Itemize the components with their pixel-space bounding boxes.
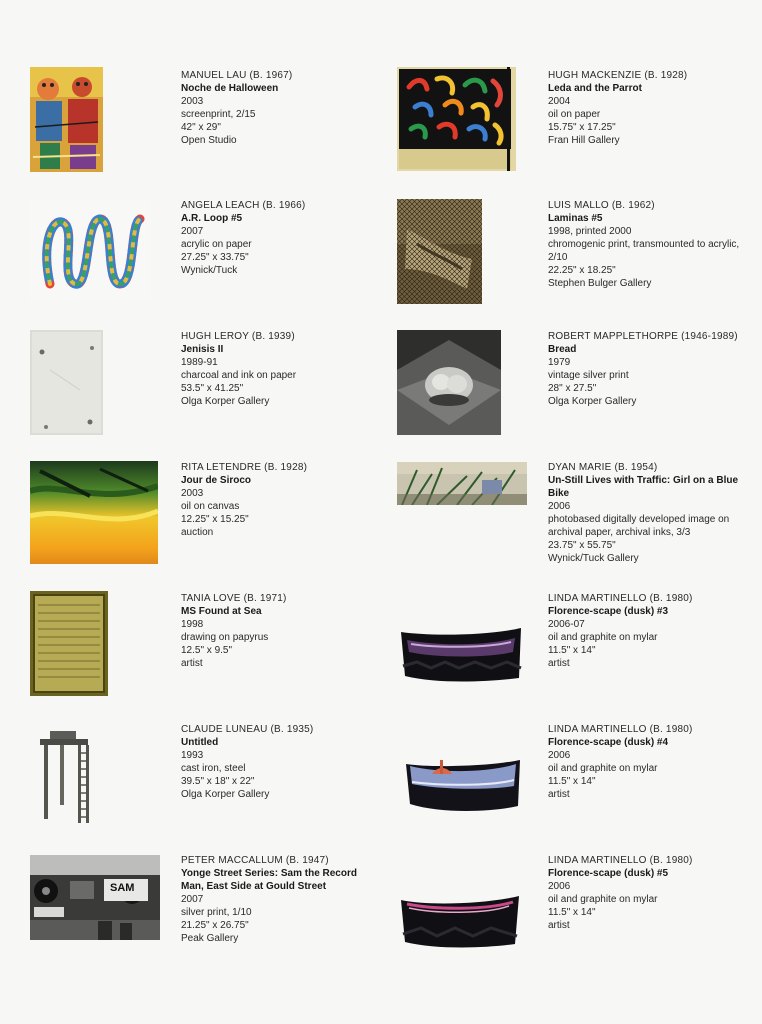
artwork-year: 2006 [548, 501, 571, 512]
artwork-title: Untitled [181, 737, 219, 748]
artwork-caption [548, 199, 748, 290]
artwork-source: Fran Hill Gallery [548, 135, 620, 146]
artist-name: RITA LETENDRE (B. 1928) [181, 462, 308, 473]
artwork-year: 2007 [181, 894, 204, 905]
artwork-medium: cast iron, steel [181, 763, 246, 774]
artwork-dimensions: 22.25" x 18.25" [548, 265, 616, 276]
artist-name: ANGELA LEACH (B. 1966) [181, 200, 306, 211]
artwork-medium: silver print, 1/10 [181, 907, 252, 918]
artist-name: CLAUDE LUNEAU (B. 1935) [181, 724, 314, 735]
artwork-title: Florence-scape (dusk) #3 [548, 606, 669, 617]
artwork-dimensions: 42" x 29" [181, 122, 221, 133]
artwork-dimensions: 11.5" x 14" [548, 907, 596, 918]
artwork-caption [181, 854, 371, 945]
record-store-photograph [30, 855, 160, 940]
artist-name: PETER MACCALLUM (B. 1947) [181, 855, 329, 866]
artwork-title: MS Found at Sea [181, 606, 262, 617]
artwork-year: 1989-91 [181, 357, 218, 368]
artwork-thumbnail [30, 461, 158, 564]
artist-name: HUGH MACKENZIE (B. 1928) [548, 70, 688, 81]
artwork-medium: acrylic on paper [181, 239, 252, 250]
artwork-thumbnail [30, 67, 103, 172]
artwork-dimensions: 11.5" x 14" [548, 776, 596, 787]
artwork-thumbnail [36, 729, 92, 824]
florence-dusk-drawing [397, 888, 523, 950]
artwork-dimensions: 39.5" x 18" x 22" [181, 776, 255, 787]
artist-name: LINDA MARTINELLO (B. 1980) [548, 724, 693, 735]
artwork-caption [181, 723, 361, 801]
artwork-title: Florence-scape (dusk) #5 [548, 868, 669, 879]
artwork-thumbnail [397, 330, 501, 435]
artist-name: ROBERT MAPPLETHORPE (1946-1989) [548, 331, 738, 342]
artwork-caption [548, 854, 748, 932]
artwork-medium: oil and graphite on mylar [548, 894, 658, 905]
papyrus-manuscript-artwork [30, 591, 108, 696]
artwork-year: 1998 [181, 619, 204, 630]
artwork-thumbnail [30, 330, 103, 435]
artwork-medium: oil on paper [548, 109, 601, 120]
artwork-medium: charcoal and ink on paper [181, 370, 297, 381]
artist-name: DYAN MARIE (B. 1954) [548, 462, 658, 473]
florence-dusk-drawing [402, 752, 524, 814]
colorful-figures-artwork [30, 67, 103, 172]
artwork-source: Wynick/Tuck Gallery [548, 553, 639, 564]
artwork-thumbnail [397, 462, 527, 505]
artwork-thumbnail [30, 591, 108, 696]
artwork-source: Wynick/Tuck [181, 265, 238, 276]
artwork-caption [181, 461, 361, 539]
artwork-year: 2004 [548, 96, 571, 107]
artwork-title: Bread [548, 344, 577, 355]
plants-panorama-photograph [397, 462, 527, 505]
pale-gray-artwork [30, 330, 103, 435]
artwork-source: Olga Korper Gallery [181, 396, 270, 407]
artwork-caption [181, 199, 361, 277]
artwork-dimensions: 12.25" x 15.25" [181, 514, 249, 525]
artwork-title: Leda and the Parrot [548, 83, 642, 94]
artwork-caption [548, 330, 748, 408]
artwork-title: Florence-scape (dusk) #4 [548, 737, 669, 748]
artwork-medium: screenprint, 2/15 [181, 109, 256, 120]
artwork-thumbnail [397, 622, 525, 684]
dark-colorful-strokes-artwork [397, 67, 516, 171]
artwork-dimensions: 23.75" x 55.75" [548, 540, 616, 551]
artist-name: LINDA MARTINELLO (B. 1980) [548, 855, 693, 866]
artwork-thumbnail [397, 888, 523, 950]
iron-ladder-sculpture [36, 729, 92, 824]
striped-loop-artwork [30, 199, 151, 301]
artwork-title: Jenisis II [181, 344, 224, 355]
artist-name: TANIA LOVE (B. 1971) [181, 593, 287, 604]
artwork-year: 1993 [181, 750, 204, 761]
artwork-year: 1979 [548, 357, 571, 368]
yellow-green-abstract-artwork [30, 461, 158, 564]
artwork-source: artist [548, 658, 570, 669]
artwork-dimensions: 28" x 27.5" [548, 383, 597, 394]
artist-name: LUIS MALLO (B. 1962) [548, 200, 655, 211]
florence-dusk-drawing [397, 622, 525, 684]
artwork-caption [548, 723, 748, 801]
artwork-medium: vintage silver print [548, 370, 629, 381]
artwork-source: Olga Korper Gallery [181, 789, 270, 800]
bread-photograph [397, 330, 501, 435]
artwork-thumbnail [397, 67, 516, 171]
artwork-year: 2003 [181, 488, 204, 499]
artwork-thumbnail [30, 855, 160, 940]
artwork-source: auction [181, 527, 214, 538]
artwork-thumbnail [30, 199, 151, 301]
artwork-medium: photobased digitally developed image on archival paper, archival inks, 3/3 [548, 514, 730, 538]
artwork-title: Noche de Halloween [181, 83, 279, 94]
artwork-source: Open Studio [181, 135, 237, 146]
artwork-caption [548, 592, 748, 670]
artist-name: MANUEL LAU (B. 1967) [181, 70, 293, 81]
artwork-dimensions: 11.5" x 14" [548, 645, 596, 656]
artist-name: HUGH LEROY (B. 1939) [181, 331, 295, 342]
artwork-thumbnail [402, 752, 524, 814]
artwork-title: Laminas #5 [548, 213, 603, 224]
artwork-source: artist [548, 920, 570, 931]
artwork-caption [181, 69, 361, 147]
artwork-title: Yonge Street Series: Sam the Record Man, East Side at Gould Street [181, 868, 357, 892]
artwork-dimensions: 21.25" x 26.75" [181, 920, 249, 931]
artwork-medium: oil and graphite on mylar [548, 632, 658, 643]
artwork-caption [181, 330, 361, 408]
artwork-title: Jour de Siroco [181, 475, 252, 486]
artwork-source: Peak Gallery [181, 933, 239, 944]
store-sign: SAM [110, 882, 135, 894]
artwork-year: 2007 [181, 226, 204, 237]
artwork-title: A.R. Loop #5 [181, 213, 243, 224]
mesh-photograph [397, 199, 482, 304]
artwork-caption [181, 592, 361, 670]
artwork-dimensions: 53.5" x 41.25" [181, 383, 244, 394]
artwork-medium: drawing on papyrus [181, 632, 269, 643]
artwork-dimensions: 15.75" x 17.25" [548, 122, 616, 133]
artwork-dimensions: 12.5" x 9.5" [181, 645, 233, 656]
artwork-year: 2006 [548, 881, 571, 892]
artwork-year: 1998, printed 2000 [548, 226, 632, 237]
artwork-medium: oil and graphite on mylar [548, 763, 658, 774]
artwork-year: 2006-07 [548, 619, 585, 630]
artwork-year: 2003 [181, 96, 204, 107]
artwork-caption [548, 461, 748, 565]
artwork-medium: oil on canvas [181, 501, 240, 512]
artist-name: LINDA MARTINELLO (B. 1980) [548, 593, 693, 604]
artwork-year: 2006 [548, 750, 571, 761]
artwork-title: Un-Still Lives with Traffic: Girl on a Blue Bike [548, 475, 739, 499]
artwork-dimensions: 27.25" x 33.75" [181, 252, 249, 263]
artwork-source: Stephen Bulger Gallery [548, 278, 652, 289]
artwork-caption [548, 69, 738, 147]
artwork-source: artist [548, 789, 570, 800]
artwork-source: artist [181, 658, 203, 669]
artwork-source: Olga Korper Gallery [548, 396, 637, 407]
artwork-medium: chromogenic print, transmounted to acrylic, 2/10 [548, 239, 740, 263]
artwork-thumbnail [397, 199, 482, 304]
